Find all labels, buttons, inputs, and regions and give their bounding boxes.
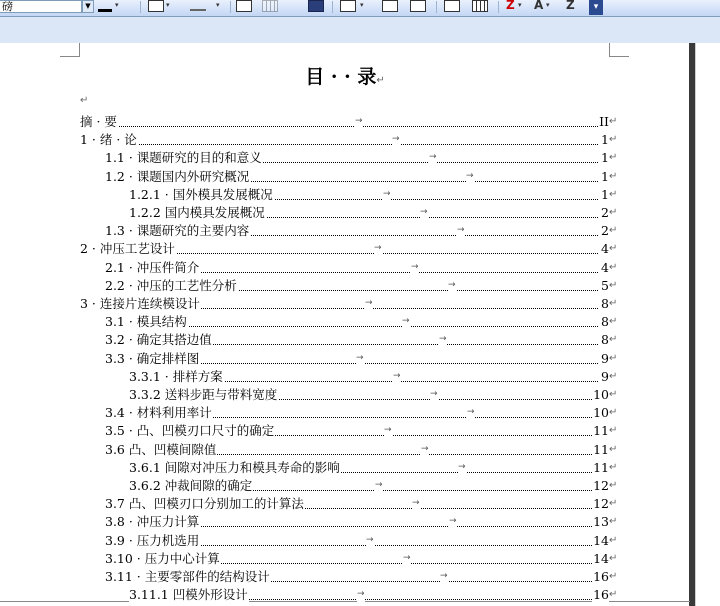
tab-mark-icon: → xyxy=(449,512,457,530)
paragraph-mark-icon: ↵ xyxy=(609,571,618,582)
toc-page-number: II xyxy=(599,114,609,129)
tab-mark-icon: → xyxy=(448,276,456,294)
font-color-caret-icon[interactable]: ▾ xyxy=(115,1,119,9)
toc-entry-label: 3.6.1 间隙对冲压力和模具寿命的影响 xyxy=(129,459,340,475)
vertical-scroll-area[interactable] xyxy=(695,43,720,606)
toc-entry[interactable] xyxy=(0,331,690,349)
paragraph-mark-icon: ↵ xyxy=(609,425,618,437)
paragraph-mark-icon: ↵ xyxy=(609,243,618,255)
toc-entry-label: 2.2 · 冲压的工艺性分析 xyxy=(105,277,237,293)
toc-entry[interactable] xyxy=(0,550,690,568)
sort-descending-icon[interactable]: Z xyxy=(506,0,515,12)
tab-mark-icon: → xyxy=(466,167,474,185)
tab-mark-icon: → xyxy=(430,385,438,403)
toc-page-number: 2 xyxy=(601,205,609,220)
tab-mark-icon: → xyxy=(421,440,429,458)
paragraph-mark-icon: ↵ xyxy=(609,352,618,364)
toc-entry-label: 1.2.1 · 国外模具发展概况 xyxy=(129,186,273,202)
sort-ascending-icon[interactable]: A xyxy=(534,0,544,12)
sort-ascending-caret-icon[interactable]: ▾ xyxy=(546,1,550,9)
paragraph-mark-icon: ↵ xyxy=(609,170,618,182)
toc-page-number: 1 xyxy=(601,132,609,148)
tab-mark-icon: → xyxy=(355,112,363,130)
paragraph-mark-icon: ↵ xyxy=(609,207,618,218)
toc-entry[interactable] xyxy=(0,404,690,422)
toc-page-number: 4 xyxy=(601,259,609,275)
tab-mark-icon: → xyxy=(440,567,448,585)
paragraph-mark-icon: ↵ xyxy=(609,516,618,528)
toc-entry-label: 3.6 凸、凹模间隙值 xyxy=(105,441,217,457)
toc-entry[interactable] xyxy=(0,277,690,295)
toc-page-number: 5 xyxy=(601,277,609,293)
toc-entry[interactable] xyxy=(0,240,690,258)
toc-entry-label: 1 · 绪 · 论 xyxy=(80,132,137,148)
border-icon[interactable] xyxy=(148,0,164,12)
tab-mark-icon: → xyxy=(458,458,466,476)
toc-entry[interactable] xyxy=(0,186,690,204)
toc-page-number: 10 xyxy=(593,405,609,421)
toc-page-number: 13 xyxy=(593,514,609,530)
paragraph-mark-icon: ↵ xyxy=(609,443,618,455)
toc-entry[interactable] xyxy=(0,422,690,440)
toc-entry[interactable] xyxy=(0,259,690,277)
insert-table-icon[interactable] xyxy=(236,0,252,12)
toc-page-number: 8 xyxy=(601,332,609,348)
autosum-icon[interactable]: Z xyxy=(566,0,575,12)
tab-mark-icon: → xyxy=(392,130,400,148)
toc-entry[interactable] xyxy=(0,368,690,386)
tab-mark-icon: → xyxy=(403,549,411,567)
tab-mark-icon: → xyxy=(402,312,410,330)
toc-entry-label: 3.4 · 材料利用率计 xyxy=(105,405,212,421)
toc-entry[interactable] xyxy=(0,441,690,459)
paragraph-mark-icon: ↵ xyxy=(376,75,385,86)
toc-entry-label: 2 · 冲压工艺设计 xyxy=(80,241,175,257)
toc-entry[interactable] xyxy=(0,350,690,368)
paragraph-mark-icon: ↵ xyxy=(609,261,618,273)
paragraph-mark-icon: ↵ xyxy=(609,370,618,382)
toolbar-separator xyxy=(498,1,499,13)
toc-entry-label: 3.11 · 主要零部件的结构设计 xyxy=(105,569,270,584)
toc-entry[interactable] xyxy=(0,222,690,240)
tab-mark-icon: → xyxy=(383,185,391,203)
columns-caret-icon[interactable]: ▾ xyxy=(360,1,364,9)
distribute-rows-icon[interactable] xyxy=(472,0,488,12)
tab-mark-icon: → xyxy=(375,476,383,494)
toc-entry[interactable] xyxy=(0,532,690,550)
paragraph-mark-icon: ↵ xyxy=(609,134,618,146)
paragraph-mark-icon: ↵ xyxy=(609,534,618,546)
toc-entry-label: 3.3.1 · 排样方案 xyxy=(129,368,223,384)
toc-entry-label: 3.6.2 冲裁间隙的确定 xyxy=(129,478,253,493)
toc-entry-label: 1.2.2 国内模具发展概况 xyxy=(129,205,265,220)
toc-page-number: 2 xyxy=(601,223,609,239)
toc-entry-label: 3.9 · 压力机选用 xyxy=(105,532,200,548)
toc-page-number: 16 xyxy=(593,569,609,584)
tab-mark-icon: → xyxy=(429,148,437,166)
paragraph-mark-icon: ↵ xyxy=(609,188,618,200)
toc-page-number: 10 xyxy=(593,387,609,402)
toc-dot-leader xyxy=(80,144,598,145)
merge-cells-icon[interactable] xyxy=(382,0,398,12)
toc-page-number: 12 xyxy=(593,496,609,512)
toolbar-options-button[interactable]: ▾ xyxy=(589,0,603,15)
toolbar-separator xyxy=(230,1,231,13)
toc-entry[interactable] xyxy=(0,113,690,131)
paragraph-mark-icon: ↵ xyxy=(609,461,618,473)
toolbar-separator xyxy=(332,1,333,13)
font-size-input[interactable]: 磅 xyxy=(0,0,82,13)
columns-icon[interactable] xyxy=(340,0,356,12)
sort-descending-caret-icon[interactable]: ▾ xyxy=(518,1,522,9)
toc-entry-label: 3.11.1 凹模外形设计 xyxy=(129,587,248,603)
toc-entry-label: 3.7 凸、凹模刃口分别加工的计算法 xyxy=(105,496,304,512)
tab-mark-icon: → xyxy=(356,349,364,367)
toc-page-number: 1 xyxy=(601,150,609,166)
toc-entry[interactable] xyxy=(0,295,690,313)
paragraph-mark-icon: ↵ xyxy=(609,480,618,491)
document-title[interactable] xyxy=(0,65,690,93)
paragraph-mark-icon: ↵ xyxy=(609,407,618,419)
tab-mark-icon: → xyxy=(457,221,465,239)
toc-entry-label: 2.1 · 冲压件简介 xyxy=(105,259,200,275)
table-grid-icon[interactable] xyxy=(262,0,278,12)
toc-page-number: 9 xyxy=(601,350,609,366)
toc-page-number: 8 xyxy=(601,296,609,311)
toc-page-number: 9 xyxy=(601,368,609,384)
tab-mark-icon: → xyxy=(411,258,419,276)
toc-entry-label: 3.8 · 冲压力计算 xyxy=(105,514,200,530)
toc-entry-label: 3.5 · 凸、凹模刃口尺寸的确定 xyxy=(105,423,275,439)
tab-mark-icon: → xyxy=(439,330,447,348)
toc-entry-label: 摘 · 要 xyxy=(80,114,117,129)
toolbar-separator xyxy=(436,1,437,13)
toc-entry-label: 3.3 · 确定排样图 xyxy=(105,350,200,366)
tab-mark-icon: → xyxy=(365,294,373,312)
toc-dot-leader xyxy=(80,126,598,127)
toc-page-number: 1 xyxy=(601,186,609,202)
toc-entry[interactable] xyxy=(0,149,690,167)
toc-page-number: 12 xyxy=(593,478,609,493)
toc-page-number: 14 xyxy=(593,550,609,566)
margin-corner-top-left xyxy=(60,43,80,57)
toc-page-number: 11 xyxy=(593,423,609,439)
margin-corner-top-right xyxy=(609,43,629,57)
toc-entry-label: 3.1 · 模具结构 xyxy=(105,314,187,330)
toc-page-number: 11 xyxy=(593,459,609,475)
paragraph-mark-icon: ↵ xyxy=(609,152,618,164)
font-color-icon[interactable] xyxy=(98,2,112,12)
toc-page-number: 8 xyxy=(601,314,609,330)
toc-entry-label: 3 · 连接片连续模设计 xyxy=(80,296,200,311)
toc-entry[interactable] xyxy=(0,495,690,513)
tab-mark-icon: → xyxy=(412,494,420,512)
border-caret-icon[interactable]: ▾ xyxy=(166,1,170,9)
toc-entry[interactable] xyxy=(0,568,690,586)
paragraph-mark-icon: ↵ xyxy=(609,334,618,346)
toc-entry[interactable] xyxy=(0,131,690,149)
font-size-dropdown-icon[interactable]: ▼ xyxy=(82,0,94,13)
toc-page-number: 16 xyxy=(593,587,609,603)
toc-entry-label: 1.3 · 课题研究的主要内容 xyxy=(105,223,250,239)
title-text: 目 · · 录 xyxy=(305,66,377,88)
tab-mark-icon: → xyxy=(357,585,365,603)
toc-page-number: 4 xyxy=(601,241,609,257)
formatting-toolbar xyxy=(0,0,720,17)
paragraph-mark-icon: ↵ xyxy=(609,389,618,400)
paragraph-mark-icon: ↵ xyxy=(609,279,618,291)
toc-entry[interactable] xyxy=(0,168,690,186)
toc-entry-label: 3.10 · 压力中心计算 xyxy=(105,550,220,566)
toc-entry[interactable] xyxy=(0,313,690,331)
toc-page-number: 14 xyxy=(593,532,609,548)
tab-mark-icon: → xyxy=(366,531,374,549)
toc-page-number: 11 xyxy=(593,441,609,457)
toc-entry-label: 1.2 · 课题国内外研究概况 xyxy=(105,168,250,184)
toc-entry-label: 3.2 · 确定其搭边值 xyxy=(105,332,212,348)
tab-mark-icon: → xyxy=(384,421,392,439)
toc-entry[interactable] xyxy=(0,204,690,222)
toc-entry[interactable] xyxy=(0,586,690,604)
toc-entry[interactable] xyxy=(0,459,690,477)
tab-mark-icon: → xyxy=(393,367,401,385)
paragraph-mark-icon: ↵ xyxy=(609,298,618,309)
ruler-bar xyxy=(0,17,720,43)
table-style-icon[interactable] xyxy=(308,0,324,12)
paragraph-mark-icon: ↵ xyxy=(609,552,618,564)
split-cells-icon[interactable] xyxy=(410,0,426,12)
toolbar-separator xyxy=(140,1,141,13)
shading-icon[interactable] xyxy=(190,3,206,11)
toc-entry-label: 1.1 · 课题研究的目的和意义 xyxy=(105,150,262,166)
toc-page-number: 1 xyxy=(601,168,609,184)
tab-mark-icon: → xyxy=(467,403,475,421)
tab-mark-icon: → xyxy=(374,239,382,257)
toc-entry[interactable] xyxy=(0,386,690,404)
paragraph-mark-icon: ↵ xyxy=(609,225,618,237)
align-table-icon[interactable] xyxy=(444,0,460,12)
shading-caret-icon[interactable]: ▾ xyxy=(216,1,220,9)
paragraph-mark-icon: ↵ xyxy=(609,589,618,601)
paragraph-mark-icon: ↵ xyxy=(80,95,89,106)
paragraph-mark-icon: ↵ xyxy=(609,116,618,127)
tab-mark-icon: → xyxy=(420,203,428,221)
toc-entry-label: 3.3.2 送料步距与带料宽度 xyxy=(129,387,278,402)
toc-entry[interactable] xyxy=(0,477,690,495)
paragraph-mark-icon: ↵ xyxy=(609,498,618,510)
toc-entry[interactable] xyxy=(0,513,690,531)
paragraph-mark-icon: ↵ xyxy=(609,316,618,328)
